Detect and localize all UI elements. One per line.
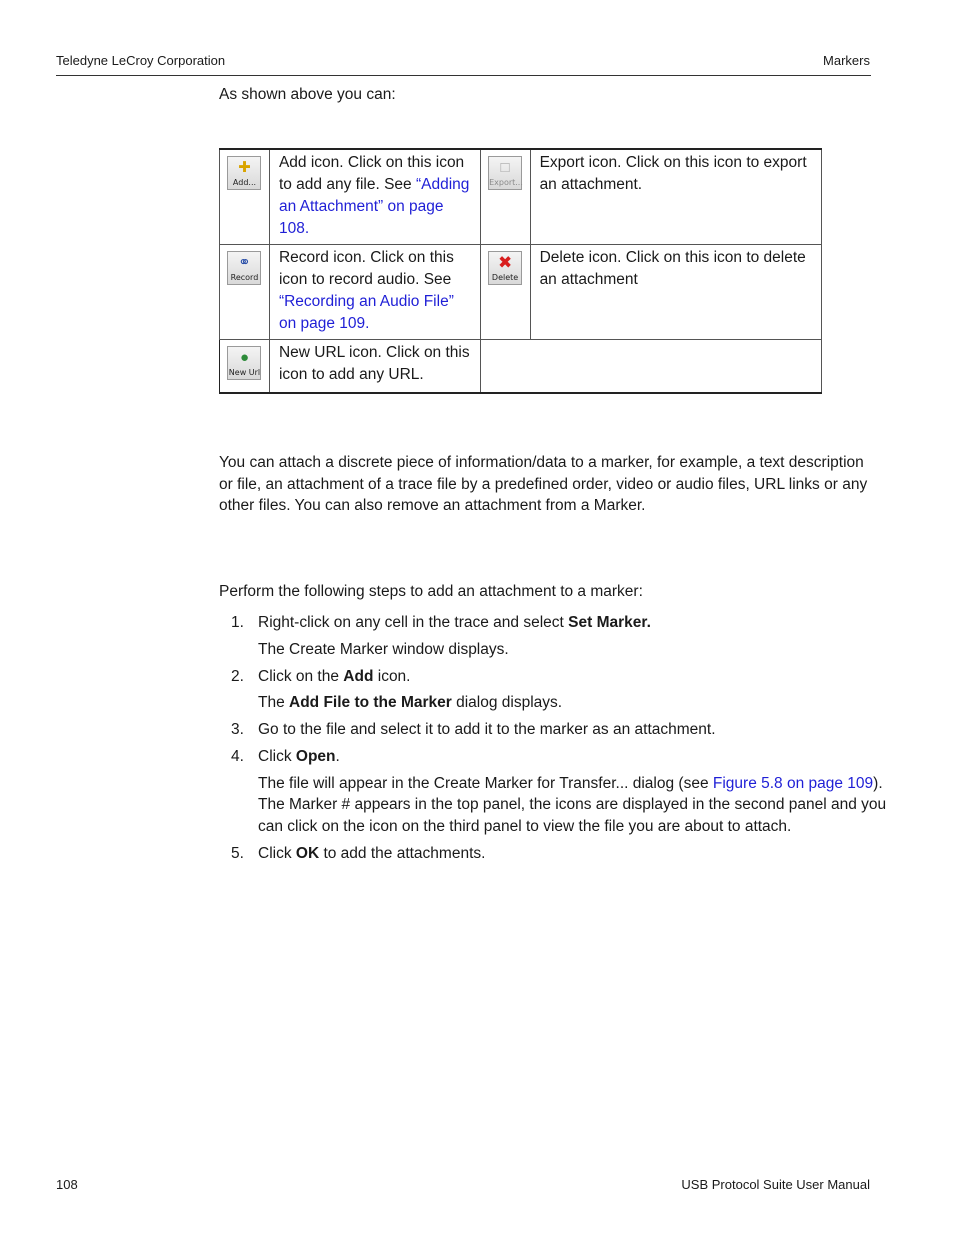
icon-table bbox=[219, 148, 822, 394]
list-item: 4. Click Open. The file will appear in the Create Marker for Transfer... dialog (see Figure 5.8 on page 109). The Marker # appears in the top panel, the icons are displayed in the second panel and you can click on the icon on the third panel to view the file you are about to attach. bbox=[231, 748, 887, 835]
attachment-paragraph: You can attach a discrete piece of information/data to a marker, for example, a text description or file, an attachment of a trace file by a predefined order, video or audio files, URL links or any other files. You can also remove an attachment from a Marker. bbox=[219, 454, 868, 514]
header-company: Teledyne LeCroy Corporation bbox=[56, 53, 226, 68]
delete-description: Delete icon. Click on this icon to delete an attachment bbox=[530, 245, 821, 340]
header-section: Markers bbox=[823, 53, 870, 68]
list-item: 1. Right-click on any cell in the trace and select Set Marker. The Create Marker window displays. bbox=[231, 614, 651, 658]
list-item: 5. Click OK to add the attachments. bbox=[231, 844, 486, 862]
record-icon-cell bbox=[220, 245, 270, 340]
export-icon-cell bbox=[480, 149, 530, 245]
table-row bbox=[220, 149, 822, 245]
export-icon: □ Export... bbox=[488, 156, 522, 190]
delete-icon-cell bbox=[480, 245, 530, 340]
new-url-description: New URL icon. Click on this icon to add any URL. bbox=[269, 340, 480, 393]
steps-list bbox=[219, 612, 899, 870]
manual-title: USB Protocol Suite User Manual bbox=[681, 1177, 870, 1192]
list-item: 2. Click on the Add icon. The Add File to the Marker dialog displays. bbox=[231, 667, 563, 711]
add-icon-cell bbox=[220, 149, 270, 245]
record-description: Record icon. Click on this icon to record audio. See “Recording an Audio File” on page 109. bbox=[269, 245, 480, 340]
page-number: 108 bbox=[56, 1177, 78, 1192]
recording-audio-link[interactable]: “Recording an Audio File” on page 109. bbox=[278, 293, 454, 332]
header-rule bbox=[56, 75, 871, 76]
record-icon: ⚭ Record bbox=[227, 251, 261, 285]
new-url-icon: ● New Url bbox=[227, 346, 261, 380]
adding-attachment-link[interactable]: “Adding an Attachment” on page 108. bbox=[278, 176, 470, 237]
delete-icon: ✖ Delete bbox=[488, 251, 522, 285]
add-icon: ✚ Add... bbox=[227, 156, 261, 190]
table-row bbox=[220, 340, 822, 393]
empty-cell bbox=[480, 340, 821, 393]
list-item: 3. Go to the file and select it to add it to the marker as an attachment. bbox=[231, 721, 716, 738]
table-row bbox=[220, 245, 822, 340]
steps-intro: Perform the following steps to add an attachment to a marker: bbox=[219, 583, 643, 600]
add-description: Add icon. Click on this icon to add any file. See “Adding an Attachment” on page 108. bbox=[269, 149, 480, 245]
intro-text: As shown above you can: bbox=[219, 86, 396, 103]
figure-link[interactable]: Figure 5.8 on page 109 bbox=[712, 774, 874, 792]
new-url-icon-cell bbox=[220, 340, 270, 393]
export-description: Export icon. Click on this icon to export an attachment. bbox=[530, 149, 821, 245]
